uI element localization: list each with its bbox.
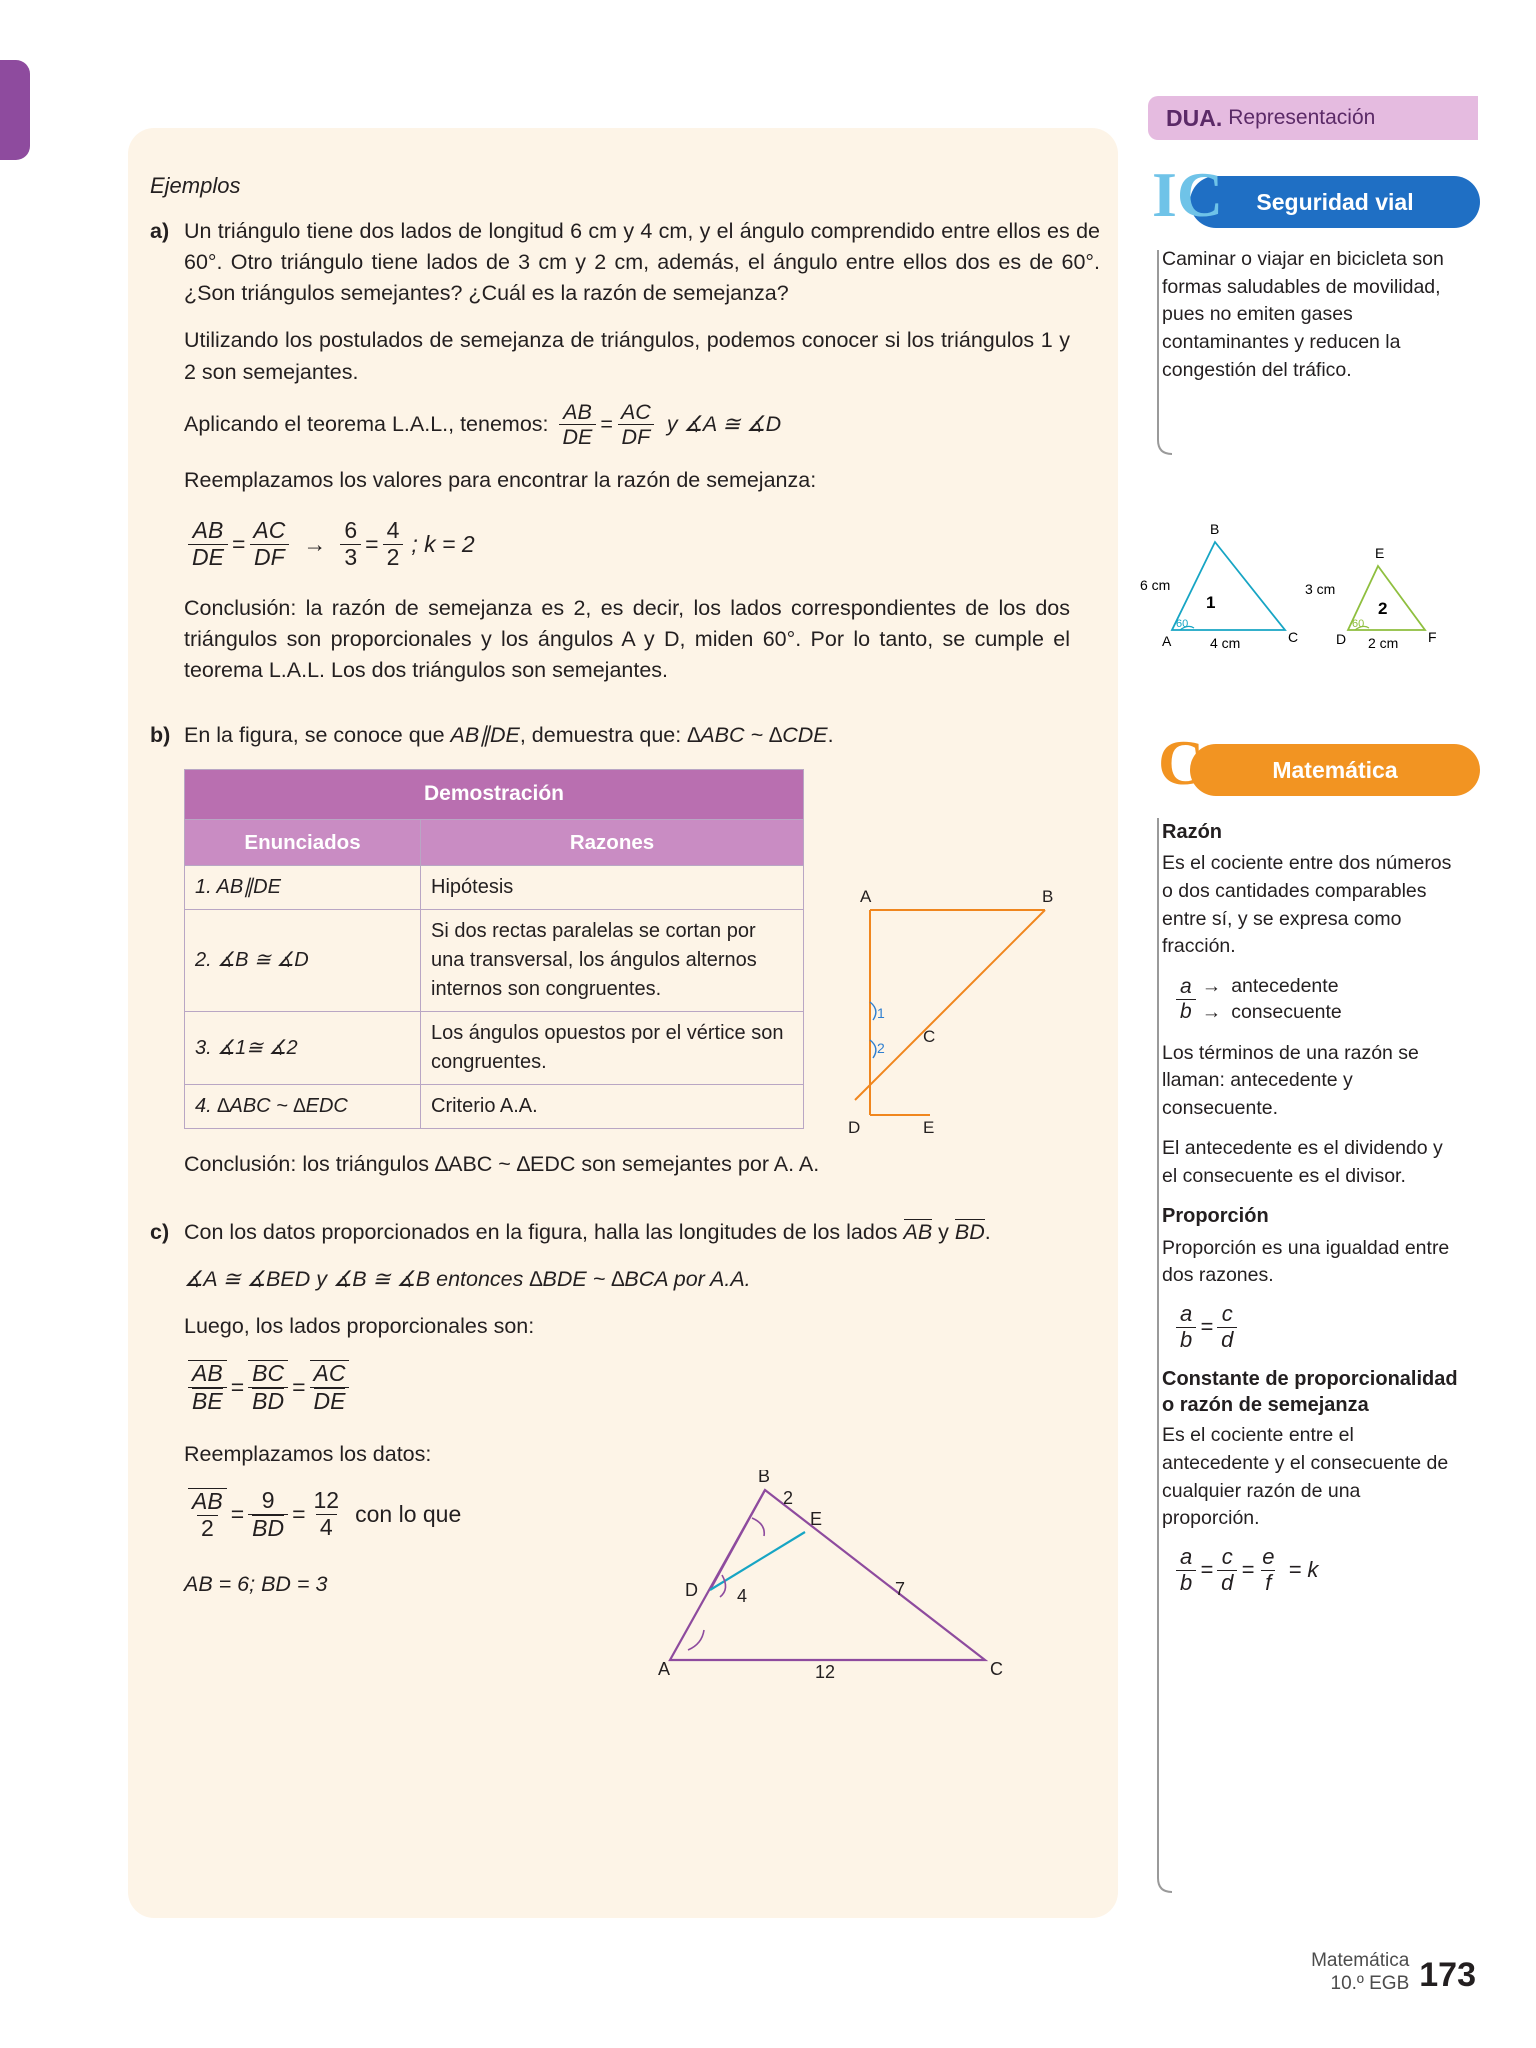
svg-text:7: 7 [895, 1579, 906, 1599]
b-text-5: . [827, 723, 834, 748]
svg-text:E: E [810, 1509, 823, 1529]
fraction-ac-df: $\frac{AC}{DF}$ [617, 400, 655, 449]
svg-text:4: 4 [737, 1586, 748, 1606]
seguridad-vial-pill [1190, 176, 1480, 228]
c-seg-bd: BD [954, 1219, 985, 1244]
frac-ac-de: $\frac{AC}{DE}$ [310, 1360, 350, 1415]
svg-text:C: C [1288, 629, 1299, 645]
examples-heading: Ejemplos [150, 173, 241, 198]
example-c-text [184, 1217, 1100, 1248]
svg-text:4 cm: 4 cm [1210, 635, 1241, 651]
figure-example-c [640, 1470, 1020, 1700]
table-title-row [185, 770, 804, 819]
mate-heading-razon: Razón [1162, 821, 1222, 843]
eq-sign-2: = [365, 530, 379, 557]
table-cell-statement: 1. AB∥DE [185, 866, 421, 910]
equals-1: = [600, 411, 613, 436]
prop-eq-2: = [292, 1373, 306, 1400]
frac-4-2: $\frac{4}{2}$ [383, 518, 404, 571]
const-eq-1: = [1200, 1557, 1214, 1583]
svg-text:C: C [990, 1659, 1003, 1679]
footer-subject: Matemática [1311, 1950, 1410, 1972]
dua-label: DUA. [1166, 104, 1223, 131]
left-spine-decoration [0, 60, 30, 160]
example-c-line-2: Luego, los lados proporcionales son: [184, 1313, 535, 1338]
const-eq-2: = [1241, 1557, 1255, 1583]
example-c-label: c) [150, 1219, 170, 1244]
angle-congruence: y ∡A ≅ ∡D [666, 411, 782, 436]
example-c [150, 1217, 1100, 1248]
table-header-razones: Razones [421, 819, 804, 866]
b-text-1: En la figura, se conoce que [184, 723, 451, 748]
example-b-conclusion: Conclusión: los triángulos ∆ABC ~ ∆EDC son semejantes por A. A. [184, 1152, 820, 1177]
table-cell-reason: Si dos rectas paralelas se cortan por una transversal, los ángulos alternos internos son congruentes. [421, 910, 804, 1012]
arrow-consecuente: → [1201, 1001, 1222, 1024]
svg-text:B: B [758, 1470, 771, 1486]
frac-c-d: $\frac{c}{d}$ [1217, 1302, 1237, 1352]
dua-subtitle: Representación [1228, 106, 1376, 129]
c-icon: C [1158, 727, 1205, 798]
frac-c-d-2: $\frac{c}{d}$ [1217, 1545, 1237, 1595]
svg-text:B: B [1042, 890, 1054, 906]
frac-bc-bd: $\frac{BC}{BD}$ [248, 1360, 288, 1415]
arrow-antecedente: → [1201, 975, 1222, 998]
frac-a-b-3: $\frac{a}{b}$ [1176, 1545, 1196, 1595]
main-content [150, 170, 1100, 1600]
table-cell-reason: Hipótesis [421, 866, 804, 910]
svg-text:A: A [1162, 633, 1172, 649]
example-a-ratio-equation [184, 518, 1100, 571]
svg-text:1: 1 [877, 1005, 885, 1021]
svg-text:2: 2 [783, 1488, 794, 1508]
frac-a-b: $\frac{a}{b}$ [1176, 975, 1196, 1023]
matematica-pill [1190, 744, 1480, 796]
table-cell-statement: 3. ∡1≅ ∡2 [185, 1012, 421, 1085]
mate-p3: El antecedente es el dividendo y el consecuente es el divisor. [1162, 1136, 1443, 1187]
frac-ab-2: $\frac{AB}{2}$ [188, 1488, 227, 1542]
frac-ac-df-2: $\frac{AC}{DF}$ [249, 518, 289, 571]
svg-text:F: F [1428, 629, 1437, 645]
razon-fraction-block [1172, 973, 1462, 1026]
svg-text:D: D [1336, 631, 1347, 647]
c-seg-ab: AB [903, 1219, 933, 1244]
svg-text:2: 2 [877, 1040, 885, 1056]
example-c-line-1: ∡A ≅ ∡BED y ∡B ≅ ∡B entonces ∆BDE ~ ∆BCA por A.A. [184, 1266, 751, 1291]
figure-seguridad-vial-triangles [1140, 520, 1460, 660]
k-value: ; k = 2 [411, 530, 475, 557]
example-c-proportion [184, 1360, 1100, 1415]
svg-text:E: E [1375, 545, 1385, 561]
example-a-theorem-lead: Aplicando el teorema L.A.L., tenemos: [184, 411, 549, 436]
c-text-1: Con los datos proporcionados en la figura, halla las longitudes de los lados [184, 1219, 904, 1244]
example-a-paragraph-2: Reemplazamos los valores para encontrar la razón de semejanza: [184, 467, 817, 492]
frac-a-b-2: $\frac{a}{b}$ [1176, 1302, 1196, 1352]
demonstration-table [184, 769, 804, 1129]
svg-text:2 cm: 2 cm [1368, 635, 1399, 651]
svg-text:B: B [1210, 521, 1220, 537]
b-text-3: , demuestra que: [519, 723, 688, 748]
table-row [185, 1012, 804, 1085]
table-cell-statement: 4. ∆ABC ~ ∆EDC [185, 1085, 421, 1129]
footer-grade: 10.º EGB [1330, 1973, 1410, 1995]
example-a-paragraph-1: Utilizando los postulados de semejanza de triángulos, podemos conocer si los triángulos 1 y 2 son semejantes. [184, 328, 1070, 384]
frac-ab-be: $\frac{AB}{BE}$ [188, 1360, 227, 1415]
b-text-2: AB∥DE [450, 723, 520, 748]
const-k: = k [1288, 1557, 1319, 1583]
frac-e-f: $\frac{e}{f}$ [1262, 1543, 1275, 1595]
ic-icon: IC [1152, 159, 1224, 230]
mate-heading-constante: Constante de proporcionalidad o razón de semejanza [1162, 1368, 1458, 1417]
svg-text:12: 12 [815, 1662, 836, 1682]
dua-banner [1148, 96, 1478, 140]
page-footer [1311, 1950, 1476, 1996]
matematica-label: Matemática [1272, 756, 1398, 783]
mate-p5: Es el cociente entre el antecedente y el consecuente de cualquier razón de una proporción. [1162, 1424, 1449, 1530]
frac-ab-de-2: $\frac{AB}{DE}$ [188, 518, 228, 571]
svg-text:C: C [923, 1027, 936, 1046]
result-text: AB = 6; BD = 3 [184, 1572, 328, 1597]
example-a-label: a) [150, 218, 170, 243]
page-number: 173 [1419, 1956, 1476, 1995]
table-row [185, 866, 804, 910]
label-consecuente: consecuente [1231, 1001, 1342, 1024]
mate-p2: Los términos de una razón se llaman: antecedente y consecuente. [1162, 1041, 1419, 1120]
svg-text:60: 60 [1352, 618, 1365, 630]
mate-heading-proporcion: Proporción [1162, 1205, 1269, 1228]
mate-p1: Es el cociente entre dos números o dos cantidades comparables entre sí, y se expresa como fracción. [1162, 852, 1452, 958]
sub-eq-2: = [292, 1500, 306, 1527]
arrow-icon: → [303, 530, 327, 557]
seguridad-vial-text [1162, 246, 1462, 396]
example-a-theorem-line [184, 400, 1100, 449]
table-row [185, 1085, 804, 1129]
svg-text:D: D [848, 1118, 861, 1137]
svg-text:1: 1 [1206, 593, 1216, 612]
example-b-text [184, 720, 1100, 751]
svg-text:2: 2 [1378, 599, 1388, 618]
prop-eq-1: = [230, 1373, 245, 1400]
example-a-conclusion: Conclusión: la razón de semejanza es 2, es decir, los lados correspondientes de los dos triángulos son proporcionales y los ángulos A y D, miden 60°. Por lo tanto, se cumple el teorema L.A.L. Los dos triángulos son semejantes. [184, 595, 1070, 682]
mate-bracket [1138, 818, 1178, 1918]
svg-text:A: A [658, 1659, 671, 1679]
table-cell-statement: 2. ∡B ≅ ∡D [185, 910, 421, 1012]
table-cell-reason: Los ángulos opuestos por el vértice son congruentes. [421, 1012, 804, 1085]
sub-tail: con lo que [355, 1500, 462, 1527]
frac-6-3: $\frac{6}{3}$ [340, 518, 361, 571]
c-text-3: y [932, 1219, 955, 1244]
mate-p4: Proporción es una igualdad entre dos razones. [1162, 1236, 1450, 1287]
example-b [150, 720, 1100, 751]
eq-sign-1: = [231, 530, 246, 557]
svg-text:60: 60 [1176, 618, 1189, 630]
table-header-enunciados: Enunciados [185, 819, 421, 866]
svg-text:E: E [923, 1118, 935, 1137]
example-a [150, 216, 1100, 310]
frac-9-bd: $\frac{9}{BD}$ [248, 1488, 288, 1542]
figure-example-b [830, 890, 1090, 1140]
table-cell-reason: Criterio A.A. [421, 1085, 804, 1129]
seguridad-vial-label: Seguridad vial [1256, 188, 1414, 215]
table-header-row [185, 819, 804, 866]
constante-equation [1172, 1545, 1462, 1595]
matematica-text [1162, 818, 1462, 1603]
table-title: Demostración [185, 770, 804, 819]
table-row [185, 910, 804, 1012]
svg-text:3 cm: 3 cm [1305, 581, 1336, 597]
svg-text:6 cm: 6 cm [1140, 577, 1171, 593]
example-c-line-3: Reemplazamos los datos: [184, 1441, 432, 1466]
svg-text:A: A [860, 890, 872, 906]
prop-equals: = [1200, 1314, 1214, 1340]
vial-bracket [1138, 250, 1178, 470]
svg-text:D: D [685, 1580, 698, 1600]
example-b-label: b) [150, 723, 171, 748]
frac-12-4: $\frac{12}{4}$ [313, 1487, 340, 1541]
example-a-text: Un triángulo tiene dos lados de longitud 6 cm y 4 cm, y el ángulo comprendido entre ellos es de 60°. Otro triángulo tiene lados de 3 cm y 2 cm, además, el ángulo entre ellos dos es de 60°. ¿Son triángulos semejantes? ¿Cuál es la razón de semejanza? [184, 218, 1100, 306]
b-text-4: ∆ABC ~ ∆CDE [687, 723, 828, 748]
c-text-5: . [984, 1219, 991, 1244]
label-antecedente: antecedente [1231, 975, 1339, 998]
seguridad-vial-body: Caminar o viajar en bicicleta son formas saludables de movilidad, pues no emiten gases contaminantes y reducen la congestión del tráfico. [1162, 248, 1444, 381]
proporcion-equation [1172, 1302, 1462, 1352]
fraction-ab-de: $\frac{AB}{DE}$ [559, 400, 597, 449]
sub-eq-1: = [230, 1500, 245, 1527]
